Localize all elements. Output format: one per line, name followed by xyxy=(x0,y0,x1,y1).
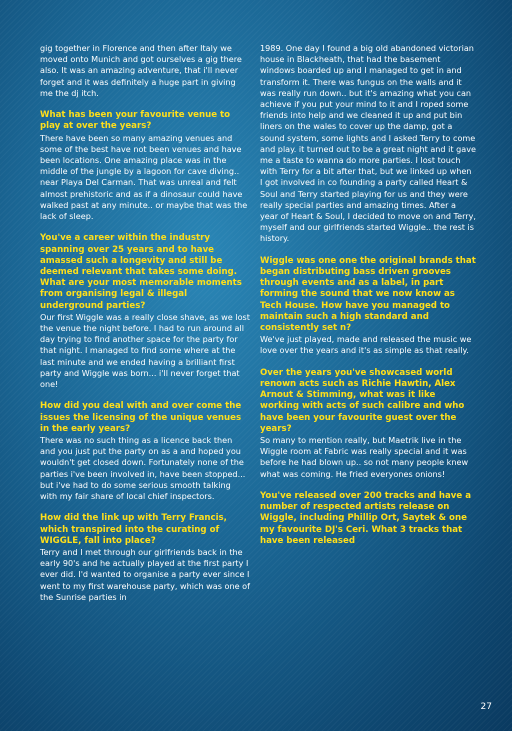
question-favourite-venue: What has been your favourite venue to play at over the years? xyxy=(40,110,231,132)
question-terry-francis: How did the link up with Terry Francis, which transpired into the curating of WIGGLE, fall into place? xyxy=(40,513,227,546)
question-licensing: How did you deal with and over come the issues the licensing of the unique venues in the early years? xyxy=(40,401,242,434)
question-memorable-moments: You've a career within the industry spanning over 25 years and to have amassed such a longevity and still be deemed relevant that takes some doing. What are your most memorable moments from organising legal & illegal underground parties? xyxy=(40,233,242,311)
answer-tech-house: We've just played, made and released the music we love over the years and it's as simple as that really. xyxy=(260,334,472,356)
right-column xyxy=(260,43,476,547)
left-column xyxy=(40,43,250,603)
question-tech-house: Wiggle was one one the original brands that began distributing bass driven grooves through events and as a label, in part forming the sound that we now know as Tech House. How have you managed to maintain such a high standard and consistently set n? xyxy=(260,255,476,334)
answer-licensing: There was no such thing as a licence back then and you just put the party on as a and hoped you wouldn't get closed down. Fortunately none of the parties i've been involved in, have been stopped... but i've had to do some serious smooth talking with my fair share of local chief inspectors. xyxy=(40,435,246,502)
continued-answer-terry-francis: 1989. One day I found a big old abandoned victorian house in Blackheath, that had the basement windows boarded up and I managed to get in and transform it. There was fungus on the walls and it was really run down.. but it's amazing what you can achieve if you put your mind to it and I roped some friends into help and we cleaned it up and put bin liners on the wales to cover up the damp, got a sound system, some lights and I asked Terry to come and play. it turned out to be a great night and it gave me a taste to wanna do more parties. I lost touch with Terry for a bit after that, but we linked up when I got involved in co founding a party called Heart & Soul and Terry started playing for us and they were really special parties and amazing times. After a year of Heart & Soul, I decided to move on and Terry, myself and our girlfriends started Wiggle.. the rest is history. xyxy=(260,43,477,244)
continued-paragraph: gig together in Florence and then after Italy we moved onto Munich and got ourselves a gig there also. It was an amazing adventure, that i'll never forget and it was definitely a huge part in giving me the dj itch. xyxy=(40,43,242,98)
answer-memorable-moments: Our first Wiggle was a really close shave, as we lost the venue the night before. I had to run around all day trying to find another space for the party for that night. I managed to find some where at the last minute and we ended having a brilliant first party and Wiggle was born... i'll never forget that one! xyxy=(40,311,250,390)
question-guest-acts: Over the years you've showcased world renown acts such as Richie Hawtin, Alex Arnout & Stimming, what was it like working with acts of such calibre and who have been your favourite guest over the years? xyxy=(260,367,465,434)
question-released-tracks: You've released over 200 tracks and have a number of respected artists release on Wiggle, including Phillip Ort, Saytek & one my favourite DJ's Ceri. What 3 tracks that have been released xyxy=(260,491,471,546)
page-number: 27 xyxy=(480,702,492,712)
answer-favourite-venue: There have been so many amazing venues and some of the best have not been venues and have been locations. One amazing place was in the middle of the jungle by a lagoon for cave diving.. near Playa Del Carman. That was unreal and felt almost prehistoric and as if a dinosaur could have walked past at any minute.. or maybe that was the lack of sleep. xyxy=(40,132,248,222)
answer-guest-acts: So many to mention really, but Maetrik live in the Wiggle room at Fabric was really special and it was before he had blown up.. so not many people knew what was coming. He fried everyones onions! xyxy=(260,435,469,479)
answer-terry-francis: Terry and I met through our girlfriends back in the early 90's and he actually played at the first party I ever did. I'd wanted to organise a party ever since I went to my first warehouse party, which was one of the Sunrise parties in xyxy=(40,547,250,602)
